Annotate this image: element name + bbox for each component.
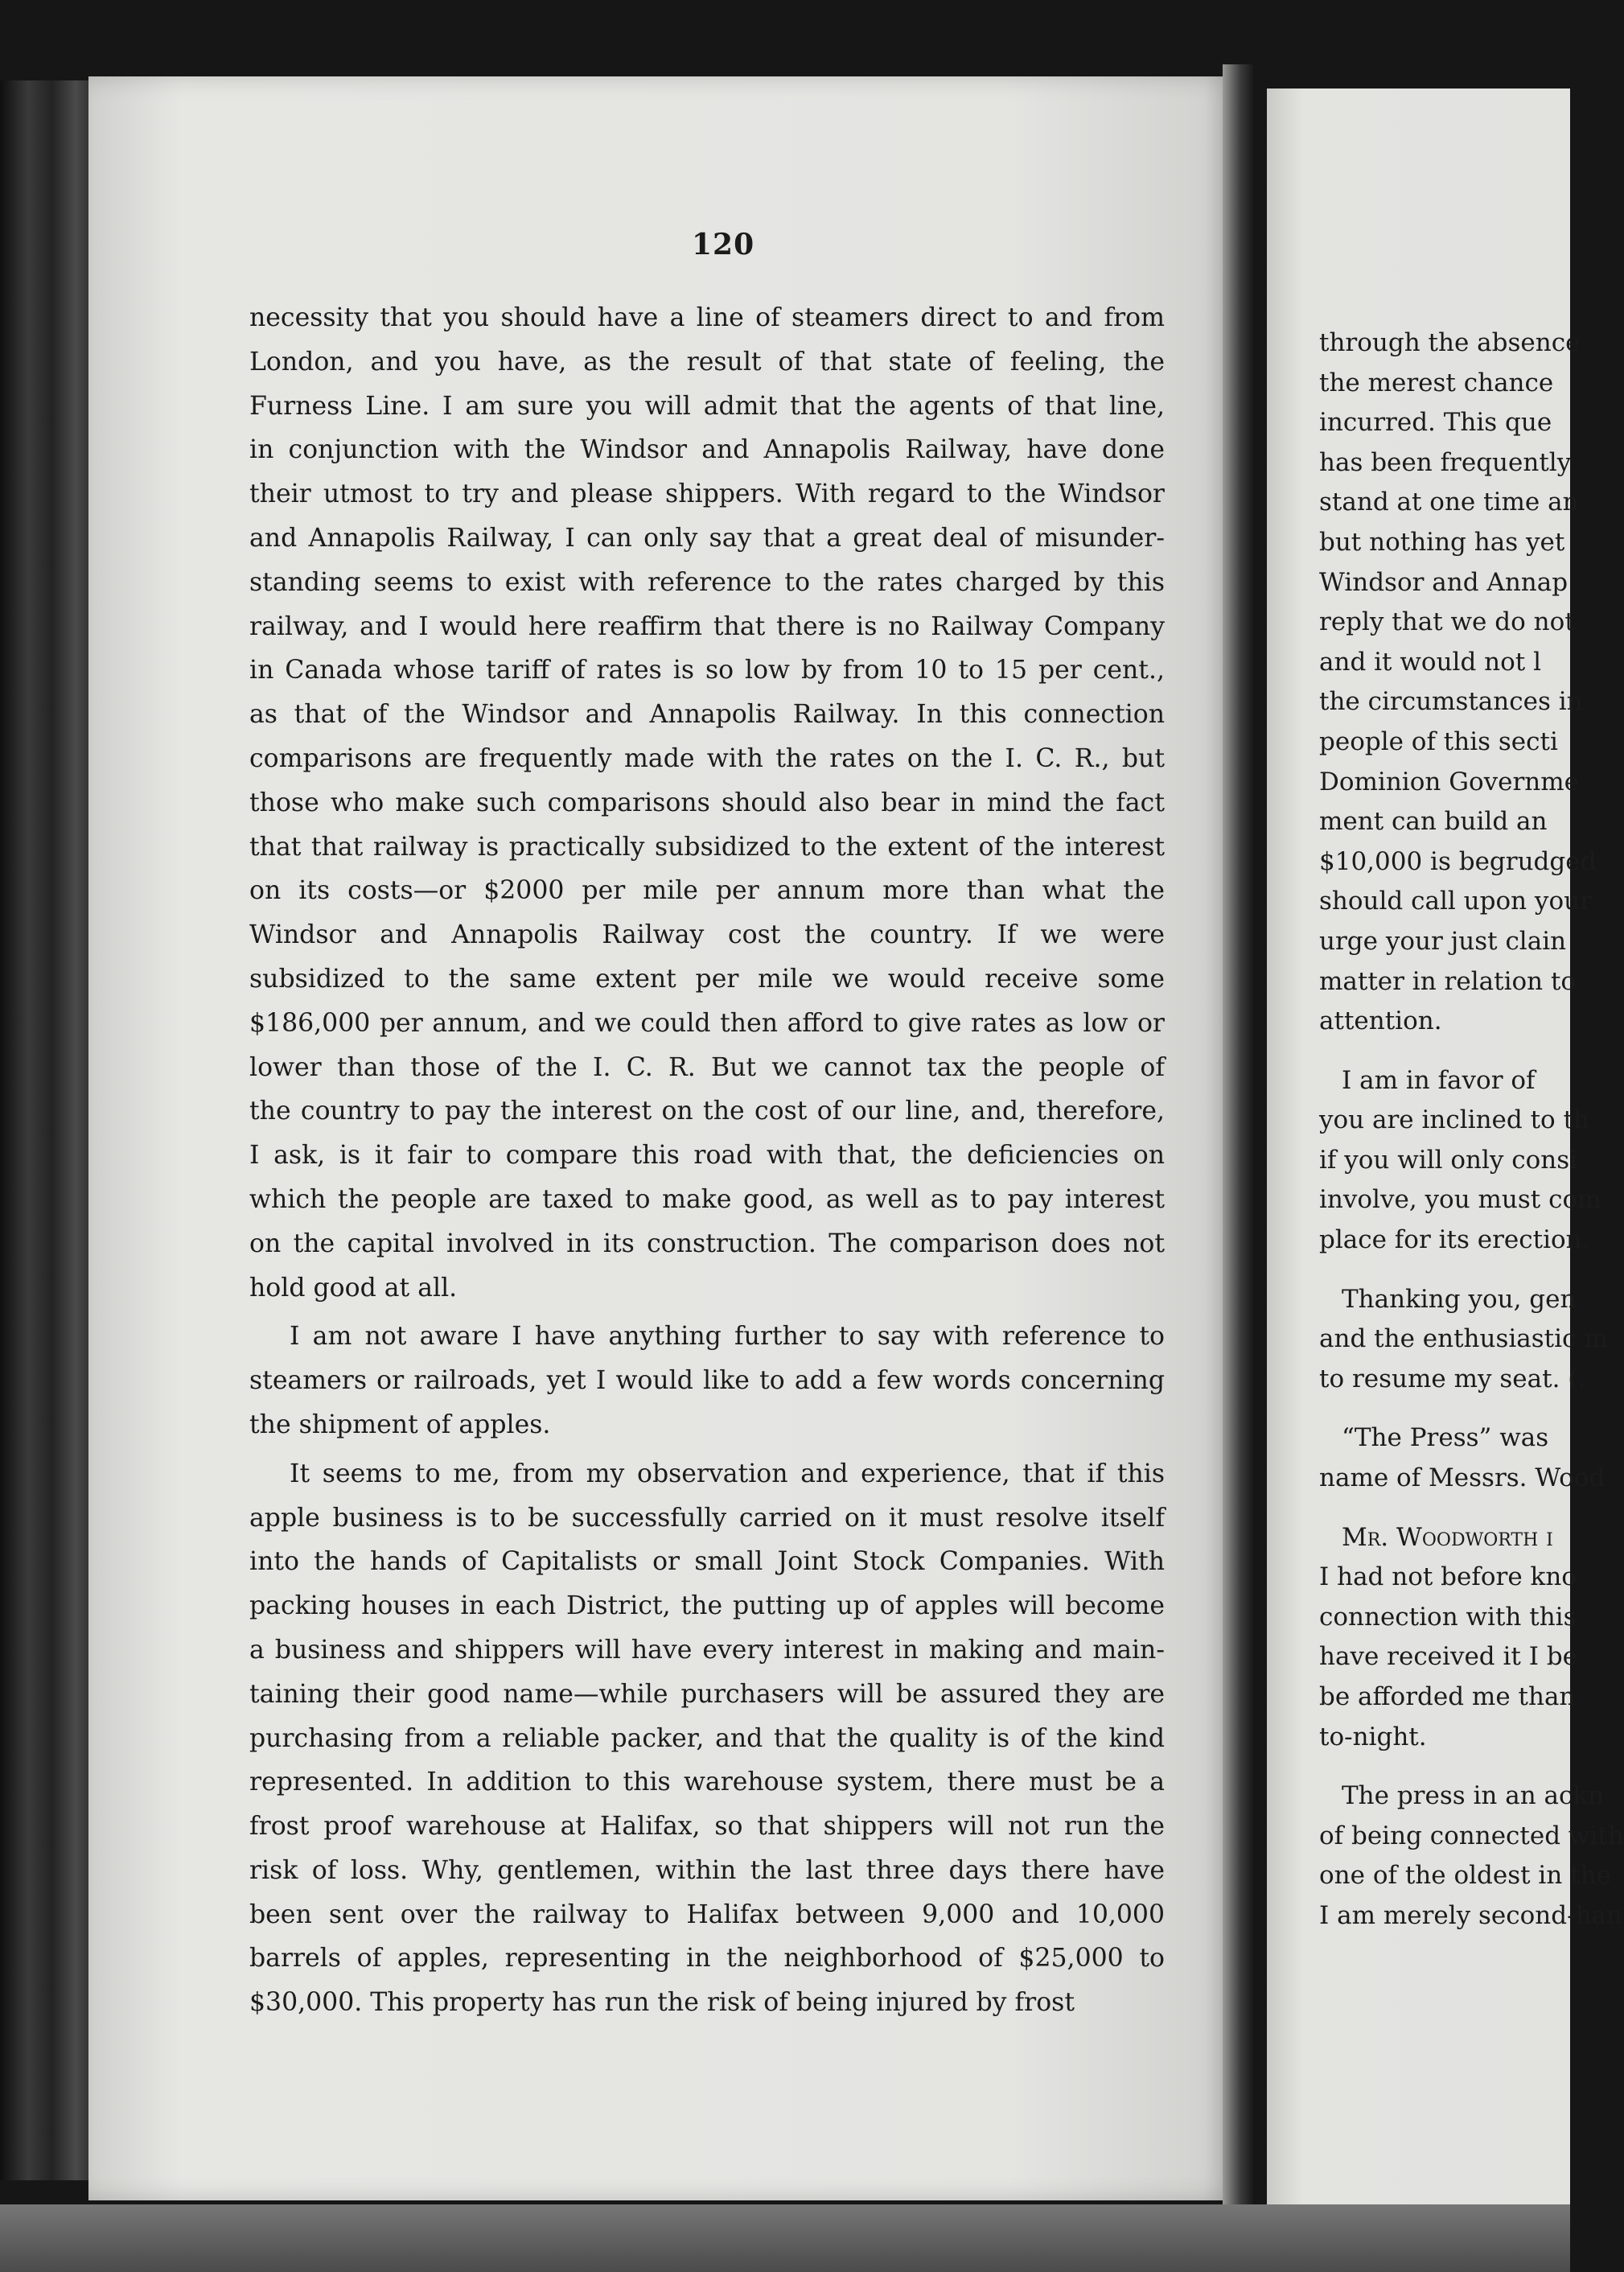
paragraph-gap <box>1319 1499 1609 1518</box>
text-line: attention. <box>1319 1006 1442 1036</box>
paragraph <box>249 1315 1165 1447</box>
paragraph <box>249 296 1165 1310</box>
text-line: if you will only consi <box>1319 1145 1578 1175</box>
text-line: hold good at all. <box>249 1273 458 1303</box>
text-line: Windsor and Annapolis Railway cost the country. If we were <box>249 920 1165 950</box>
page-number: 120 <box>692 228 755 261</box>
text-line: in Canada whose tariff of rates is so low by from 10 to 15 per cent., <box>249 656 1165 685</box>
text-line: risk of loss. Why, gentlemen, within the last three days there have <box>249 1855 1165 1885</box>
book-gutter <box>1223 64 1255 2204</box>
text-line: been sent over the railway to Halifax between 9,000 and 10,000 <box>249 1900 1165 1929</box>
text-line: one of the oldest in the <box>1319 1861 1611 1891</box>
text-line: railway, and I would here reaffirm that there is no Railway Company <box>249 611 1165 641</box>
left-page-text <box>249 296 1165 2025</box>
text-line: I am in favor of <box>1342 1065 1536 1095</box>
text-line: on the capital involved in its construction. The comparison does not <box>249 1229 1165 1258</box>
text-line: into the hands of Capitalists or small Joint Stock Companies. With <box>249 1547 1165 1577</box>
text-line: London, and you have, as the result of that state of feeling, the <box>249 347 1165 377</box>
text-line: which the people are taxed to make good, as well as to pay interest <box>249 1184 1165 1214</box>
text-line: be afforded me than <box>1319 1682 1576 1711</box>
text-line: and the enthusiastic m <box>1319 1324 1608 1354</box>
paragraph-gap <box>1319 1757 1609 1776</box>
paragraph-gap <box>1319 1399 1609 1418</box>
text-line: taining their good name—while purchasers will be assured they are <box>249 1679 1165 1709</box>
text-line: a business and shippers will have every interest in making and main- <box>249 1635 1165 1665</box>
text-line: It seems to me, from my observation and experience, that if this <box>290 1459 1165 1488</box>
text-line: Furness Line. I am sure you will admit that the agents of that line, <box>249 391 1165 421</box>
text-line: packing houses in each District, the putting up of apples will become <box>249 1591 1165 1621</box>
text-line: stand at one time an <box>1319 488 1579 517</box>
text-line: represented. In addition to this warehouse system, there must be a <box>249 1768 1165 1797</box>
text-line: steamers or railroads, yet I would like to add a few words concerning <box>249 1366 1165 1396</box>
text-line: name of Messrs. Wood <box>1319 1463 1605 1493</box>
text-line: matter in relation to <box>1319 966 1577 996</box>
text-line: Thanking you, gen <box>1342 1284 1577 1314</box>
text-line: purchasing from a reliable packer, and that the quality is of the kind <box>249 1723 1165 1753</box>
text-line: incurred. This que <box>1319 408 1552 438</box>
text-line: subsidized to the same extent per mile we would receive some <box>249 964 1165 994</box>
scan-bottom-edge <box>0 2204 1570 2272</box>
text-line: $10,000 is begrudged <box>1319 846 1597 876</box>
paragraph <box>249 1452 1165 2025</box>
text-line: urge your just clain <box>1319 926 1567 956</box>
text-line: their utmost to try and please shippers. With regard to the Windsor <box>249 480 1165 509</box>
text-line: connection with this <box>1319 1602 1577 1632</box>
text-line: I am merely second-han <box>1319 1900 1622 1930</box>
text-line: as that of the Windsor and Annapolis Railway. In this connection <box>249 700 1165 730</box>
text-line: $30,000. This property has run the risk of being injured by frost <box>249 1988 1075 2018</box>
text-line: to-night. <box>1319 1722 1427 1751</box>
text-line: those who make such comparisons should also bear in mind the fact <box>249 788 1165 817</box>
text-line: should call upon your <box>1319 887 1592 916</box>
text-line: the circumstances in <box>1319 687 1583 717</box>
book-edge <box>0 80 95 2180</box>
text-line: through the absence <box>1319 328 1581 357</box>
text-line: but nothing has yet <box>1319 527 1565 557</box>
text-line: the merest chance <box>1319 368 1554 397</box>
text-line: reply that we do not <box>1319 607 1575 637</box>
text-line: frost proof warehouse at Halifax, so that shippers will not run the <box>249 1812 1165 1842</box>
text-line: standing seems to exist with reference to the rates charged by this <box>249 567 1165 597</box>
text-line: has been frequently <box>1319 447 1572 477</box>
text-line: place for its erection. <box>1319 1225 1590 1255</box>
text-line: Mr. Woodworth i <box>1342 1522 1553 1552</box>
paragraph-gap <box>1319 1042 1609 1061</box>
text-line: have received it I be <box>1319 1642 1578 1672</box>
text-line: on its costs—or $2000 per mile per annum more than what the <box>249 876 1165 906</box>
text-line: I am not aware I have anything further to say with reference to <box>290 1322 1165 1352</box>
text-line: Dominion Governme <box>1319 767 1580 796</box>
paragraph-gap <box>1319 1261 1609 1280</box>
text-line: that that railway is practically subsidized to the extent of the interest <box>249 832 1165 862</box>
text-line: people of this secti <box>1319 726 1558 756</box>
text-line: The press in an ackn <box>1342 1781 1605 1811</box>
text-line: I had not before kno <box>1319 1562 1577 1592</box>
text-line: ment can build an <box>1319 807 1548 837</box>
text-line: Windsor and Annap <box>1319 567 1568 597</box>
text-line: involve, you must com <box>1319 1185 1601 1215</box>
text-line: you are inclined to th <box>1319 1105 1589 1135</box>
text-line: necessity that you should have a line of steamers direct to and from <box>249 303 1165 332</box>
text-line: I ask, is it fair to compare this road with that, the deficiencies on <box>249 1141 1165 1171</box>
text-line: comparisons are frequently made with the rates on the I. C. R., but <box>249 743 1165 773</box>
text-line: barrels of apples, representing in the neighborhood of $25,000 to <box>249 1944 1165 1974</box>
text-line: in conjunction with the Windsor and Annapolis Railway, have done <box>249 435 1165 465</box>
text-line: of being connected with <box>1319 1821 1624 1850</box>
text-line: the shipment of apples. <box>249 1410 551 1439</box>
text-line: and it would not l <box>1319 647 1542 677</box>
text-line: “The Press” was <box>1342 1423 1549 1453</box>
text-line: apple business is to be successfully carried on it must resolve itself <box>249 1503 1165 1533</box>
text-line: the country to pay the interest on the cost of our line, and, therefore, <box>249 1097 1165 1126</box>
text-line: to resume my seat. (. <box>1319 1364 1586 1393</box>
text-line: lower than those of the I. C. R. But we cannot tax the people of <box>249 1052 1165 1082</box>
text-line: and Annapolis Railway, I can only say that a great deal of misunder- <box>249 523 1165 553</box>
right-page-text <box>1319 323 1624 1937</box>
text-line: $186,000 per annum, and we could then afford to give rates as low or <box>249 1008 1165 1038</box>
